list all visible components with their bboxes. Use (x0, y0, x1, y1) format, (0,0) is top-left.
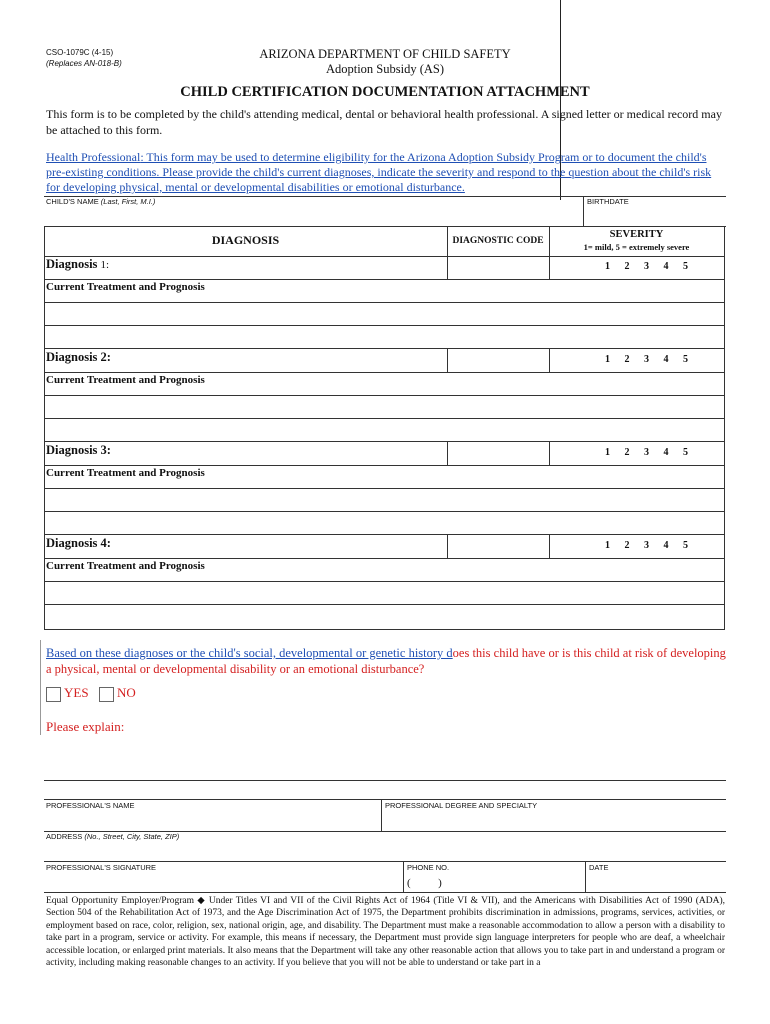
rule (549, 441, 550, 465)
rule (447, 534, 448, 558)
explanation-field[interactable] (46, 738, 724, 778)
rule (44, 372, 725, 373)
yes-checkbox[interactable] (46, 687, 61, 702)
rule (447, 348, 448, 372)
diagnosis-2-severity[interactable]: 1 2 3 4 5 (605, 354, 694, 365)
treatment-label: Current Treatment and Prognosis (46, 467, 205, 479)
no-label: NO (117, 685, 136, 700)
professional-name-field[interactable] (46, 812, 378, 830)
rule (40, 640, 41, 735)
diagnosis-3-code-field[interactable] (449, 442, 547, 464)
rule (44, 465, 725, 466)
rule (44, 441, 725, 442)
rule (44, 279, 725, 280)
rule (549, 348, 550, 372)
phone-label: PHONE NO. (407, 863, 450, 872)
rule (724, 226, 725, 630)
rule (585, 861, 586, 892)
rule (44, 256, 725, 257)
program-name: Adoption Subsidy (AS) (325, 62, 445, 76)
rule (44, 534, 725, 535)
rule (44, 799, 726, 800)
agency-header (200, 47, 570, 77)
question-blue: Based on these diagnoses or the child's social, developmental or genetic history d (46, 646, 453, 660)
severity-scale: 1= mild, 5 = extremely severe (583, 242, 690, 252)
rule (44, 892, 726, 893)
diagnosis-table (44, 226, 726, 630)
rule (403, 861, 404, 892)
signature-field[interactable] (46, 873, 400, 890)
rule (44, 780, 726, 781)
birthdate-label: BIRTHDATE (587, 197, 629, 206)
diagnosis-2-code-field[interactable] (449, 349, 547, 371)
rule (44, 629, 725, 630)
diagnosis-1-code-field[interactable] (449, 257, 547, 278)
rule (447, 256, 448, 279)
diagnosis-4-code-field[interactable] (449, 535, 547, 557)
rule (381, 799, 382, 831)
rule (447, 441, 448, 465)
treatment-label: Current Treatment and Prognosis (46, 374, 205, 386)
rule (549, 534, 550, 558)
question-red: oes this child have or is this child at risk of developing a physical, mental or developmental disability or an emotional disturbance? (46, 646, 726, 676)
professional-degree-field[interactable] (384, 812, 724, 830)
childs-name-field[interactable] (46, 207, 580, 225)
replaces-note: (Replaces AN-018-B) (46, 59, 122, 68)
page-title: CHILD CERTIFICATION DOCUMENTATION ATTACHMENT (180, 84, 590, 100)
diagnosis-3-severity[interactable]: 1 2 3 4 5 (605, 447, 694, 458)
rule (44, 558, 725, 559)
diagnosis-3-label: Diagnosis 3: (46, 443, 111, 457)
health-professional-note (46, 150, 726, 195)
treatment-label: Current Treatment and Prognosis (46, 281, 205, 293)
intro-text: This form is to be completed by the child's attending medical, dental or behavioral health professional. A signed letter or medical record may be attached to this form. (46, 107, 722, 137)
date-label: DATE (589, 863, 609, 872)
rule (44, 861, 726, 862)
treatment-label: Current Treatment and Prognosis (46, 560, 205, 572)
rule (44, 604, 725, 605)
address-field[interactable] (46, 843, 724, 860)
rule (549, 256, 550, 279)
diagnosis-1-severity[interactable]: 1 2 3 4 5 (605, 261, 694, 272)
health-professional-label: Health Professional (46, 150, 141, 164)
agency-name: ARIZONA DEPARTMENT OF CHILD SAFETY (259, 47, 511, 61)
risk-question (46, 645, 726, 677)
form-number-block (46, 47, 122, 69)
address-label: ADDRESS (No., Street, City, State, ZIP) (46, 832, 180, 841)
rule (44, 418, 725, 419)
diagnosis-header: DIAGNOSIS (211, 233, 280, 247)
diagnosis-4-label: Diagnosis 4: (46, 536, 111, 550)
professional-degree-label: PROFESSIONAL DEGREE AND SPECIALTY (385, 801, 538, 810)
diagnosis-2-label: Diagnosis 2: (46, 350, 111, 364)
no-checkbox[interactable] (99, 687, 114, 702)
explain-label: Please explain: (46, 719, 125, 734)
diagnosis-4-severity[interactable]: 1 2 3 4 5 (605, 540, 694, 551)
birthdate-field[interactable] (586, 207, 724, 225)
childs-name-label: CHILD'S NAME (Last, First, M.I.) (46, 197, 156, 206)
code-header: DIAGNOSTIC CODE (452, 236, 544, 246)
rule (44, 348, 725, 349)
form-number: CSO-1079C (4-15) (46, 48, 114, 57)
rule (44, 226, 45, 630)
phone-field[interactable]: ( ) (407, 877, 442, 889)
equal-opportunity-notice: Equal Opportunity Employer/Program ◆ Under Titles VI and VII of the Civil Rights Act of 1964 (Title VI & VII), and the Americans with Disabilities Act of 1990 (ADA), Section 504 of the Rehabilitation Act of 1973, and the Age Discrimination Act of 1975, the Department prohibits discrimination in admissions, programs, services, activities, or employment based on race, color, religion, sex, national origin, age, and disability. The Department must make a reasonable accommodation to allow a person with a disability to take part in a program, service or activity. For example, this means if necessary, the Department must provide sign language interpreters for people who are deaf, a wheelchair accessible location, or enlarged print materials. It also means that the Department will take any other reasonable action that allows you to take part in and understand a program or activity, including making reasonable changes to an activity. If you believe that you will not be able to understand or take part in a (46, 896, 725, 969)
signature-label: PROFESSIONAL'S SIGNATURE (46, 863, 157, 872)
health-professional-text: : This form may be used to determine eligibility for the Arizona Adoption Subsidy Program or to document the child's pre-existing conditions. Please provide the child's current diagnoses, indicate the severity and respond to the question about the child's risk for developing physical, mental or developmental disabilities or emotional disturbance. (46, 150, 712, 194)
rule (44, 325, 725, 326)
rule (583, 196, 584, 226)
professional-name-label: PROFESSIONAL'S NAME (46, 801, 135, 810)
severity-header: SEVERITY (609, 229, 664, 240)
yes-label: YES (64, 685, 89, 700)
rule (44, 511, 725, 512)
date-field[interactable] (588, 873, 724, 890)
diagnosis-1-label: Diagnosis 1: (46, 257, 110, 271)
